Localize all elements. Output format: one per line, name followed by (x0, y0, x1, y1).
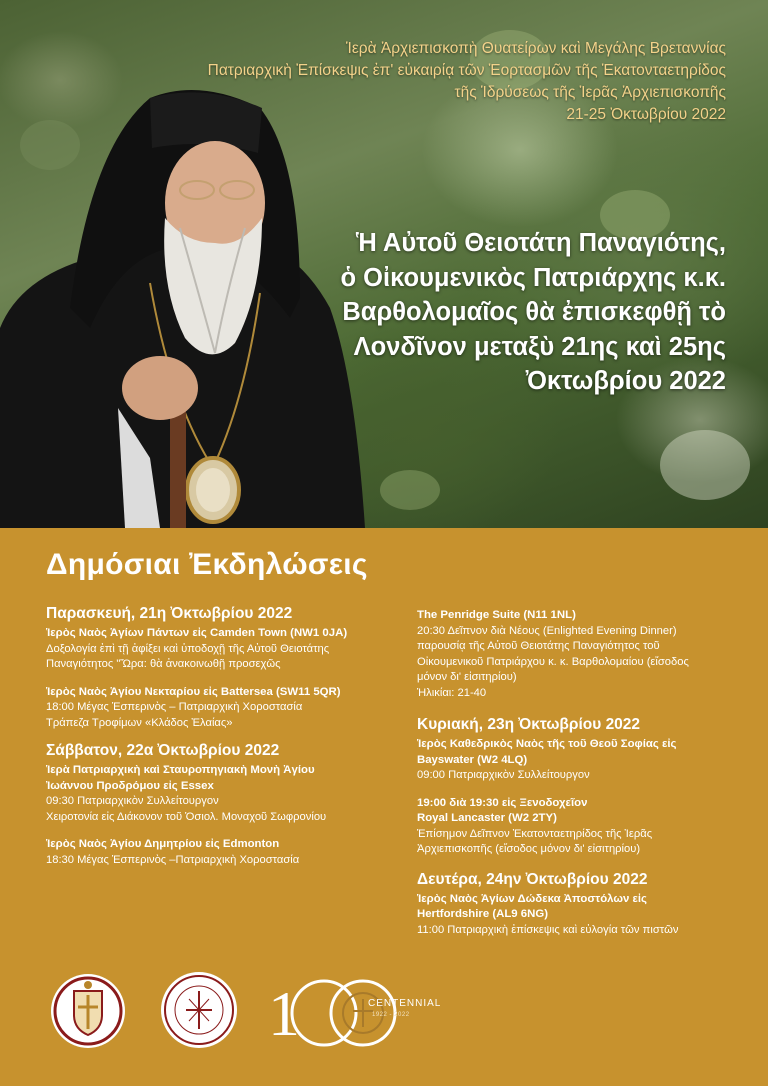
header-line: Ἱερὰ Ἀρχιεπισκοπὴ Θυατείρων καὶ Μεγάλης Βρεταννίας (346, 40, 726, 57)
event-venue: Ἰωάννου Προδρόμου εἰς Essex (46, 779, 214, 792)
logos-row (0, 965, 768, 1075)
event-venue: Ἱερὰ Πατριαρχικὴ καὶ Σταυροπηγιακὴ Μονὴ Ἁγίου (46, 764, 315, 776)
visit-announcement (256, 226, 726, 399)
event-st-nektarios (46, 685, 391, 732)
event-twelve-apostles (417, 892, 747, 939)
event-venue: Ἱερὸς Ναὸς Ἁγίου Δημητρίου εἰς Edmonton (46, 838, 280, 850)
archdiocese-crest-logo (50, 973, 126, 1049)
event-detail: μόνον δι' εἰσιτηρίου) (417, 671, 517, 683)
header-line: τῆς Ἱδρύσεως τῆς Ἱερᾶς Ἀρχιεπισκοπῆς (454, 84, 726, 101)
day-heading-friday: Παρασκευή, 21η Ὀκτωβρίου 2022 (46, 605, 293, 622)
centennial-years: 1922 - 2022 (372, 1012, 410, 1018)
event-detail: παρουσίᾳ τῆς Αὐτοῦ Θειοτάτης Παναγιότητος τοῦ (417, 640, 660, 652)
event-venue: Ἱερὸς Καθεδρικὸς Ναὸς τῆς τοῦ Θεοῦ Σοφίας εἰς (417, 738, 677, 750)
event-detail: 09:30 Πατριαρχικὸν Συλλείτουργον (46, 795, 219, 807)
event-royal-lancaster (417, 796, 747, 858)
event-detail: 18:00 Μέγας Ἑσπερινὸς – Πατριαρχικὴ Χοροστασία (46, 701, 303, 713)
event-detail: 18:30 Μέγας Ἑσπερινὸς –Πατριαρχικὴ Χοροστασία (46, 853, 300, 866)
schedule-left-column (46, 604, 391, 880)
event-detail: Παναγιότητος "Ὥρα: θὰ ἀνακοινωθῇ προσεχῶς (46, 658, 281, 670)
event-detail: Τράπεζα Τροφίμων «Κλάδος Ἐλαίας» (46, 716, 233, 729)
event-venue: The Penridge Suite (N11 1NL) (417, 609, 576, 621)
event-detail: Ἐπίσημον Δεῖπνον Ἑκατονταετηρίδος τῆς Ἱερᾶς (417, 827, 653, 840)
day-heading-sunday: Κυριακή, 23η Ὀκτωβρίου 2022 (417, 716, 641, 733)
event-detail: Χειροτονία εἰς Διάκονον τοῦ Ὁσιολ. Μοναχοῦ Σωφρονίου (46, 810, 327, 823)
event-venue: Ἱερὸς Ναὸς Ἁγίων Πάντων εἰς Camden Town (NW1 0JA) (46, 627, 348, 639)
headline-line: ὁ Οἰκουμενικὸς Πατριάρχης κ.κ. (340, 263, 726, 292)
section-title: Δημόσιαι Ἐκδηλώσεις (46, 548, 368, 581)
event-st-demetrios (46, 837, 391, 868)
event-venue: Royal Lancaster (W2 2TY) (417, 812, 557, 824)
schedule-right-column (417, 608, 747, 950)
event-detail: 20:30 Δεῖπνον διὰ Νέους (Enlighted Evening Dinner) (417, 624, 677, 637)
event-venue: Hertfordshire (AL9 6NG) (417, 908, 549, 920)
event-venue: Bayswater (W2 4LQ) (417, 753, 528, 766)
centennial-word: CENTENNIAL (368, 998, 442, 1009)
day-heading-saturday: Σάββατον, 22α Ὀκτωβρίου 2022 (46, 742, 280, 759)
event-detail: 09:00 Πατριαρχικὸν Συλλείτουργον (417, 769, 590, 781)
headline-line: Ὀκτωβρίου 2022 (525, 367, 726, 395)
event-venue: 19:00 διὰ 19:30 εἰς Ξενοδοχεῖον (417, 796, 588, 809)
event-detail: Δοξολογία ἐπὶ τῇ ἀφίξει καὶ ὑποδοχῇ τῆς Αὐτοῦ Θειοτάτης (46, 642, 330, 655)
event-venue: Ἱερὸς Ναὸς Ἁγίου Νεκταρίου εἰς Battersea (SW11 5QR) (46, 685, 341, 698)
headline-line: Λονδῖνον μεταξὺ 21ης καὶ 25ης (353, 332, 726, 361)
event-detail: 11:00 Πατριαρχικὴ ἐπίσκεψις καὶ εὐλογία τῶν πιστῶν (417, 923, 679, 936)
header-dates: 21-25 Ὀκτωβρίου 2022 (566, 106, 726, 123)
headline-line: Ἡ Αὐτοῦ Θειοτάτη Παναγιότης, (355, 229, 726, 257)
event-essex-monastery (46, 763, 391, 825)
event-detail: Οἰκουμενικοῦ Πατριάρχου κ. κ. Βαρθολομαίου (εἴσοδος (417, 655, 689, 668)
event-all-saints (46, 626, 391, 673)
header-line: Πατριαρχικὴ Ἐπίσκεψις ἐπ' εὐκαιρίᾳ τῶν Ἑορτασμῶν τῆς Ἑκατονταετηρίδος (207, 62, 726, 79)
hero-photo-area (0, 0, 768, 528)
event-penridge-suite (417, 608, 747, 701)
archdiocese-header (126, 38, 726, 126)
day-heading-monday: Δευτέρα, 24ην Ὀκτωβρίου 2022 (417, 870, 648, 888)
event-detail: Ἀρχιεπισκοπῆς (εἴσοδος μόνον δι' εἰσιτηρίου) (417, 843, 641, 855)
event-st-sophia-cathedral (417, 737, 747, 784)
patriarchate-seal-logo (160, 971, 238, 1049)
centennial-logo (268, 973, 448, 1053)
centennial-one: 1 (268, 978, 300, 1049)
headline-line: Βαρθολομαῖος θὰ ἐπισκεφθῇ τὸ (342, 298, 726, 326)
event-venue: Ἱερὸς Ναὸς Ἁγίων Δώδεκα Ἀποστόλων εἰς (417, 892, 647, 905)
event-detail: Ἡλικίαι: 21-40 (417, 686, 487, 699)
